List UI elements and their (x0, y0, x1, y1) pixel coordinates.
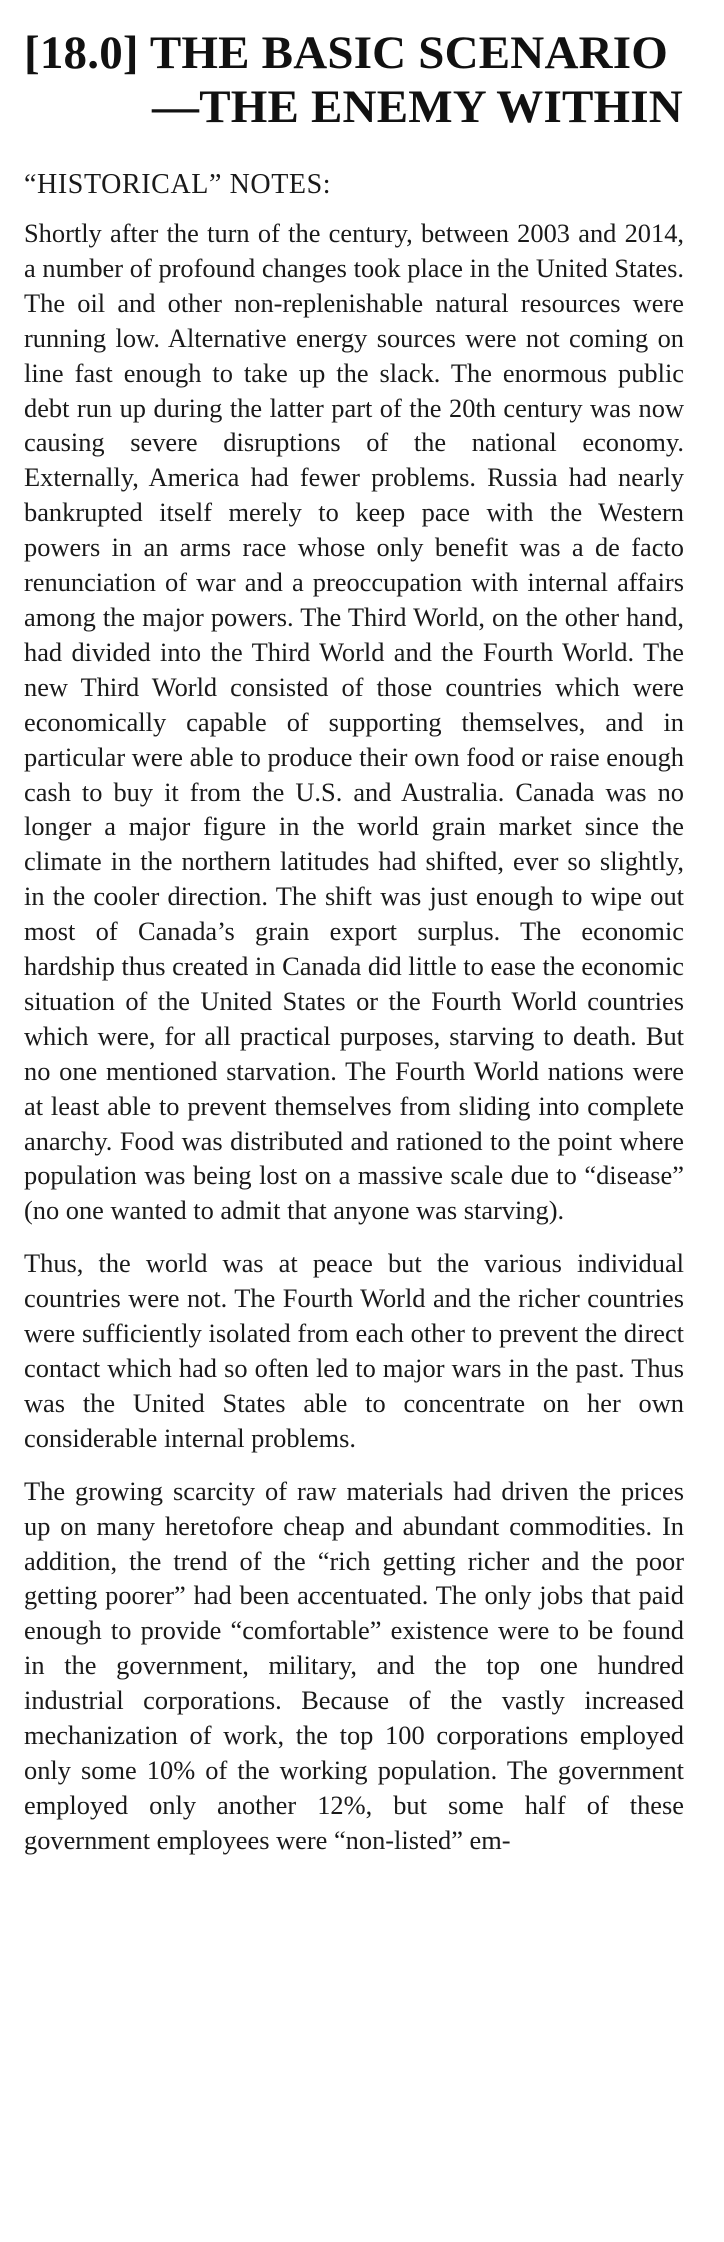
document-page (24, 26, 684, 1858)
body-paragraph-3: The growing scarcity of raw materials had driven the prices up on many heretofore cheap and abundant commodities. In addition, the trend of the “rich getting richer and the poor getting poorer” had been accentuated. The only jobs that paid enough to provide “comfortable” existence were to be found in the government, military, and the top one hundred industrial corporations. Because of the vastly increased mechanization of work, the top 100 corporations employed only some 10% of the working population. The government employed only another 12%, but some half of these government employees were “non-listed” em- (24, 1475, 684, 1855)
section-heading (24, 26, 684, 134)
body-paragraph-2: Thus, the world was at peace but the various individual countries were not. The Fourth World and the richer countries were sufficiently isolated from each other to prevent the direct contact which had so often led to major wars in the past. Thus was the United States able to concentrate on her own considerable internal problems. (24, 1248, 684, 1453)
historical-notes-label: “HISTORICAL” NOTES: (24, 169, 332, 200)
section-heading-line-1: [18.0] THE BASIC SCENARIO (24, 27, 668, 79)
section-heading-line-2: —THE ENEMY WITHIN (152, 81, 683, 133)
body-paragraph-1: Shortly after the turn of the century, between 2003 and 2014, a number of profound changes took place in the United States. The oil and other non-replenishable natural resources were running low. Alternative energy sources were not coming on line fast enough to take up the slack. The enormous public debt run up during the latter part of the 20th century was now causing severe disruptions of the national economy. Externally, America had fewer problems. Russia had nearly bankrupted itself merely to keep pace with the Western powers in an arms race whose only benefit was a de facto renunciation of war and a preoccupation with internal affairs among the major powers. The Third World, on the other hand, had divided into the Third World and the Fourth World. The new Third World consisted of those countries which were economically capable of supporting themselves, and in particular were able to produce their own food or raise enough cash to buy it from the U.S. and Australia. Canada was no longer a major figure in the world grain market since the climate in the northern latitudes had shifted, ever so slightly, in the cooler direction. The shift was just enough to wipe out most of Canada’s grain export surplus. The economic hardship thus created in Canada did little to ease the economic situation of the United States or the Fourth World countries which were, for all practical purposes, starving to death. But no one mentioned starvation. The Fourth World nations were at least able to prevent themselves from sliding into complete anarchy. Food was distributed and rationed to the point where population was being lost on a massive scale due to “disease” (no one wanted to admit that anyone was starving). (24, 218, 684, 1226)
